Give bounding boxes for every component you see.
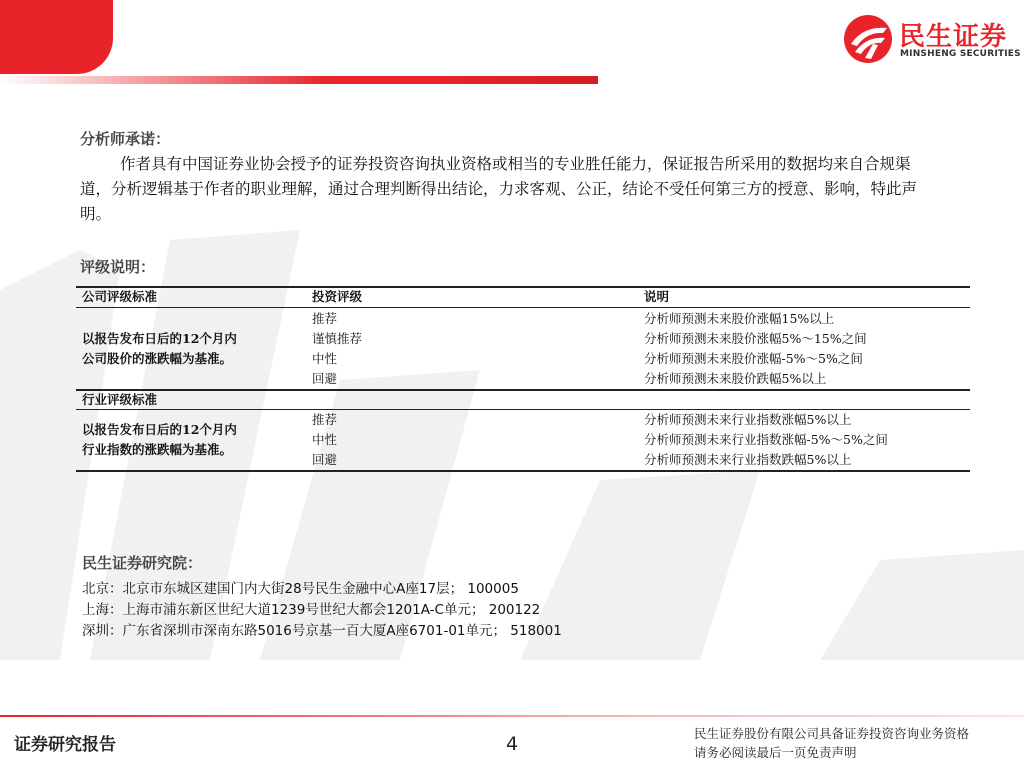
logo-en-text: MINSHENG SECURITIES	[900, 49, 1021, 59]
footer-report-type: 证券研究报告	[14, 735, 116, 755]
col-header-rating: 投资评级	[312, 289, 363, 304]
footer-disclaimer	[694, 724, 969, 762]
industry-grade-1: 推荐	[312, 412, 338, 427]
logo-mark-icon	[843, 14, 893, 64]
industry-standard-line2: 行业指数的涨跌幅为基准。	[82, 442, 233, 457]
address-shanghai: 上海：上海市浦东新区世纪大道1239号世纪大都会1201A-C单元； 200122	[82, 602, 541, 618]
company-standard-line2: 公司股价的涨跌幅为基准。	[82, 351, 233, 366]
table-bottom-rule	[76, 470, 970, 472]
footer-disclaimer-line2: 请务必阅读最后一页免责声明	[694, 745, 857, 760]
header-rule	[0, 76, 598, 84]
company-grade-3: 中性	[312, 351, 338, 366]
company-desc-4: 分析师预测未来股价跌幅5%以上	[644, 371, 827, 386]
company-grade-1: 推荐	[312, 311, 338, 326]
table-top-rule	[76, 286, 970, 288]
page-number: 4	[506, 733, 519, 755]
header-rule-line	[76, 307, 970, 308]
company-desc-2: 分析师预测未来股价涨幅5%～15%之间	[644, 331, 867, 346]
industry-grade-3: 回避	[312, 452, 338, 467]
industry-desc-1: 分析师预测未来行业指数涨幅5%以上	[644, 412, 852, 427]
footer-rule	[0, 715, 1024, 717]
logo-cn-text: 民生证券	[899, 22, 1008, 52]
company-desc-3: 分析师预测未来股价涨幅-5%～5%之间	[644, 351, 863, 366]
commitment-text: 作者具有中国证券业协会授予的证券投资咨询执业资格或相当的专业胜任能力，保证报告所采用的数据均来自合规渠道，分析逻辑基于作者的职业理解，通过合理判断得出结论，力求客观、公正，结论不受任何第三方的授意、影响，特此声明。	[80, 155, 918, 223]
company-grade-2: 谨慎推荐	[312, 331, 363, 346]
company-standard-line1: 以报告发布日后的12个月内	[82, 331, 237, 346]
rating-title: 评级说明：	[80, 258, 156, 276]
company-grade-4: 回避	[312, 371, 338, 386]
address-beijing: 北京：北京市东城区建国门内大街28号民生金融中心A座17层； 100005	[82, 581, 519, 597]
industry-desc-2: 分析师预测未来行业指数涨幅-5%～5%之间	[644, 432, 888, 447]
col-header-description: 说明	[644, 289, 670, 304]
footer-disclaimer-line1: 民生证券股份有限公司具备证券投资咨询业务资格	[694, 726, 970, 741]
company-desc-1: 分析师预测未来股价涨幅15%以上	[644, 311, 835, 326]
industry-standard-header: 行业评级标准	[82, 392, 158, 407]
header-red-tab	[0, 0, 113, 74]
institute-title: 民生证券研究院：	[82, 554, 203, 572]
industry-grade-2: 中性	[312, 432, 338, 447]
section-rule-line	[76, 389, 970, 391]
brand-logo	[843, 14, 1023, 64]
address-shenzhen: 深圳：广东省深圳市深南东路5016号京基一百大厦A座6701-01单元； 518001	[82, 623, 562, 639]
commitment-title: 分析师承诺：	[80, 130, 171, 148]
industry-standard-line1: 以报告发布日后的12个月内	[82, 422, 237, 437]
industry-desc-3: 分析师预测未来行业指数跌幅5%以上	[644, 452, 852, 467]
commitment-text-block	[80, 152, 940, 227]
col-header-company-standard: 公司评级标准	[82, 289, 158, 304]
